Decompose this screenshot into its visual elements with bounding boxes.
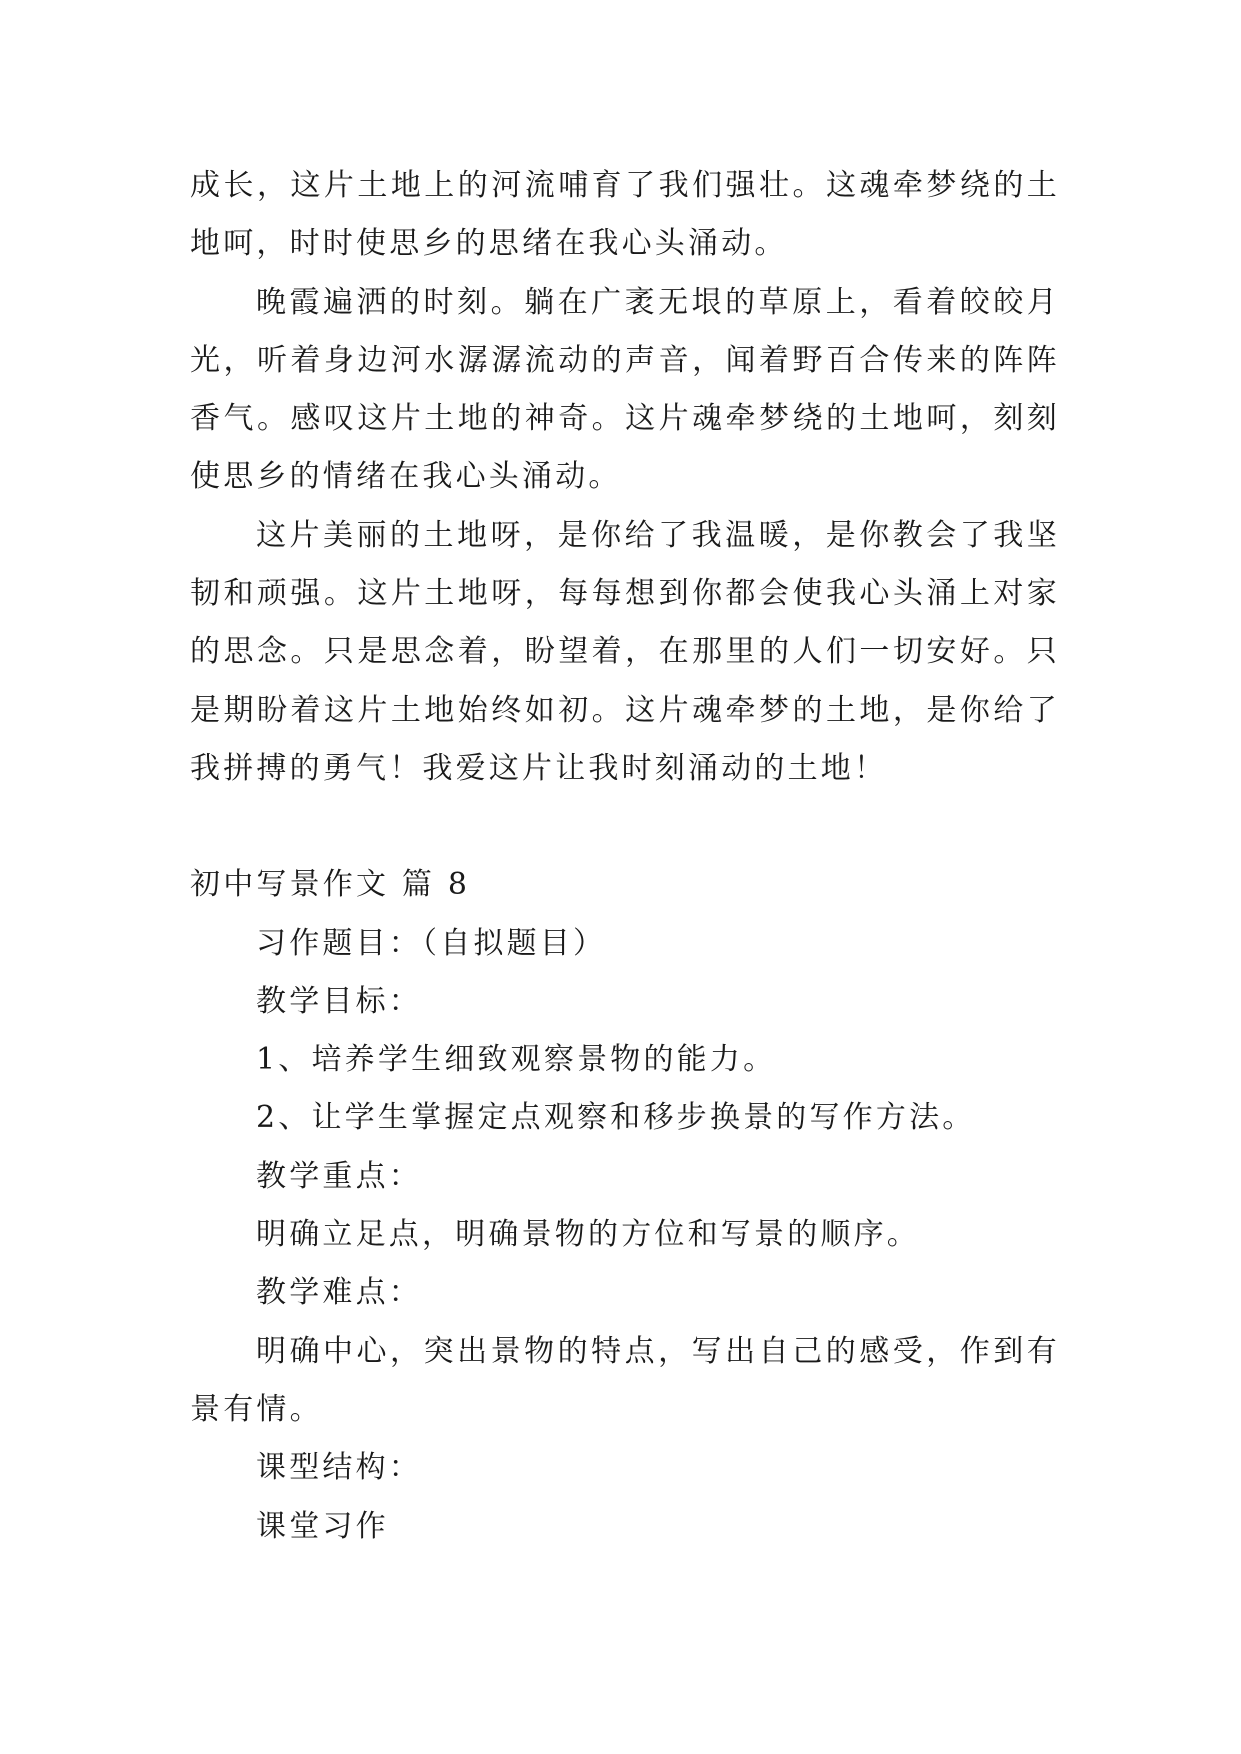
teaching-difficulty-text: 明确中心，突出景物的特点，写出自己的感受，作到有景有情。 bbox=[190, 1333, 1060, 1427]
teaching-difficulty-label: 教学难点： bbox=[256, 1275, 422, 1311]
goal-item-2: 2、让学生掌握定点观察和移步换景的写作方法。 bbox=[256, 1100, 976, 1136]
paragraph-continuation: 成长，这片土地上的河流哺育了我们强壮。这魂牵梦绕的土地呵，时时使思乡的思绪在我心头涌动。 bbox=[190, 168, 1060, 262]
paragraph-sunset: 晚霞遍洒的时刻。躺在广袤无垠的草原上，看着皎皎月光，听着身边河水潺潺流动的声音，闻着野百合传来的阵阵香气。感叹这片土地的神奇。这片魂牵梦绕的土地呵，刻刻使思乡的情绪在我心头涌动。 bbox=[190, 284, 1060, 495]
section-heading: 初中写景作文 篇 8 bbox=[190, 867, 471, 903]
document-body bbox=[190, 157, 1060, 1556]
teaching-goals-label: 教学目标： bbox=[256, 983, 422, 1019]
teaching-focus-text: 明确立足点，明确景物的方位和写景的顺序。 bbox=[256, 1217, 920, 1253]
lesson-structure-label: 课型结构： bbox=[256, 1450, 422, 1486]
section-spacer bbox=[190, 798, 1060, 856]
assignment-title-line: 习作题目：（自拟题目） bbox=[256, 925, 607, 961]
teaching-focus-label: 教学重点： bbox=[256, 1158, 422, 1194]
lesson-structure-text: 课堂习作 bbox=[256, 1508, 389, 1544]
paragraph-homeland: 这片美丽的土地呀，是你给了我温暖，是你教会了我坚韧和顽强。这片土地呀，每每想到你都会使我心头涌上对家的思念。只是思念着，盼望着，在那里的人们一切安好。只是期盼着这片土地始终如初。这片魂牵梦的土地，是你给了我拼搏的勇气！我爱这片让我时刻涌动的土地！ bbox=[190, 517, 1060, 786]
goal-item-1: 1、培养学生细致观察景物的能力。 bbox=[256, 1042, 777, 1078]
